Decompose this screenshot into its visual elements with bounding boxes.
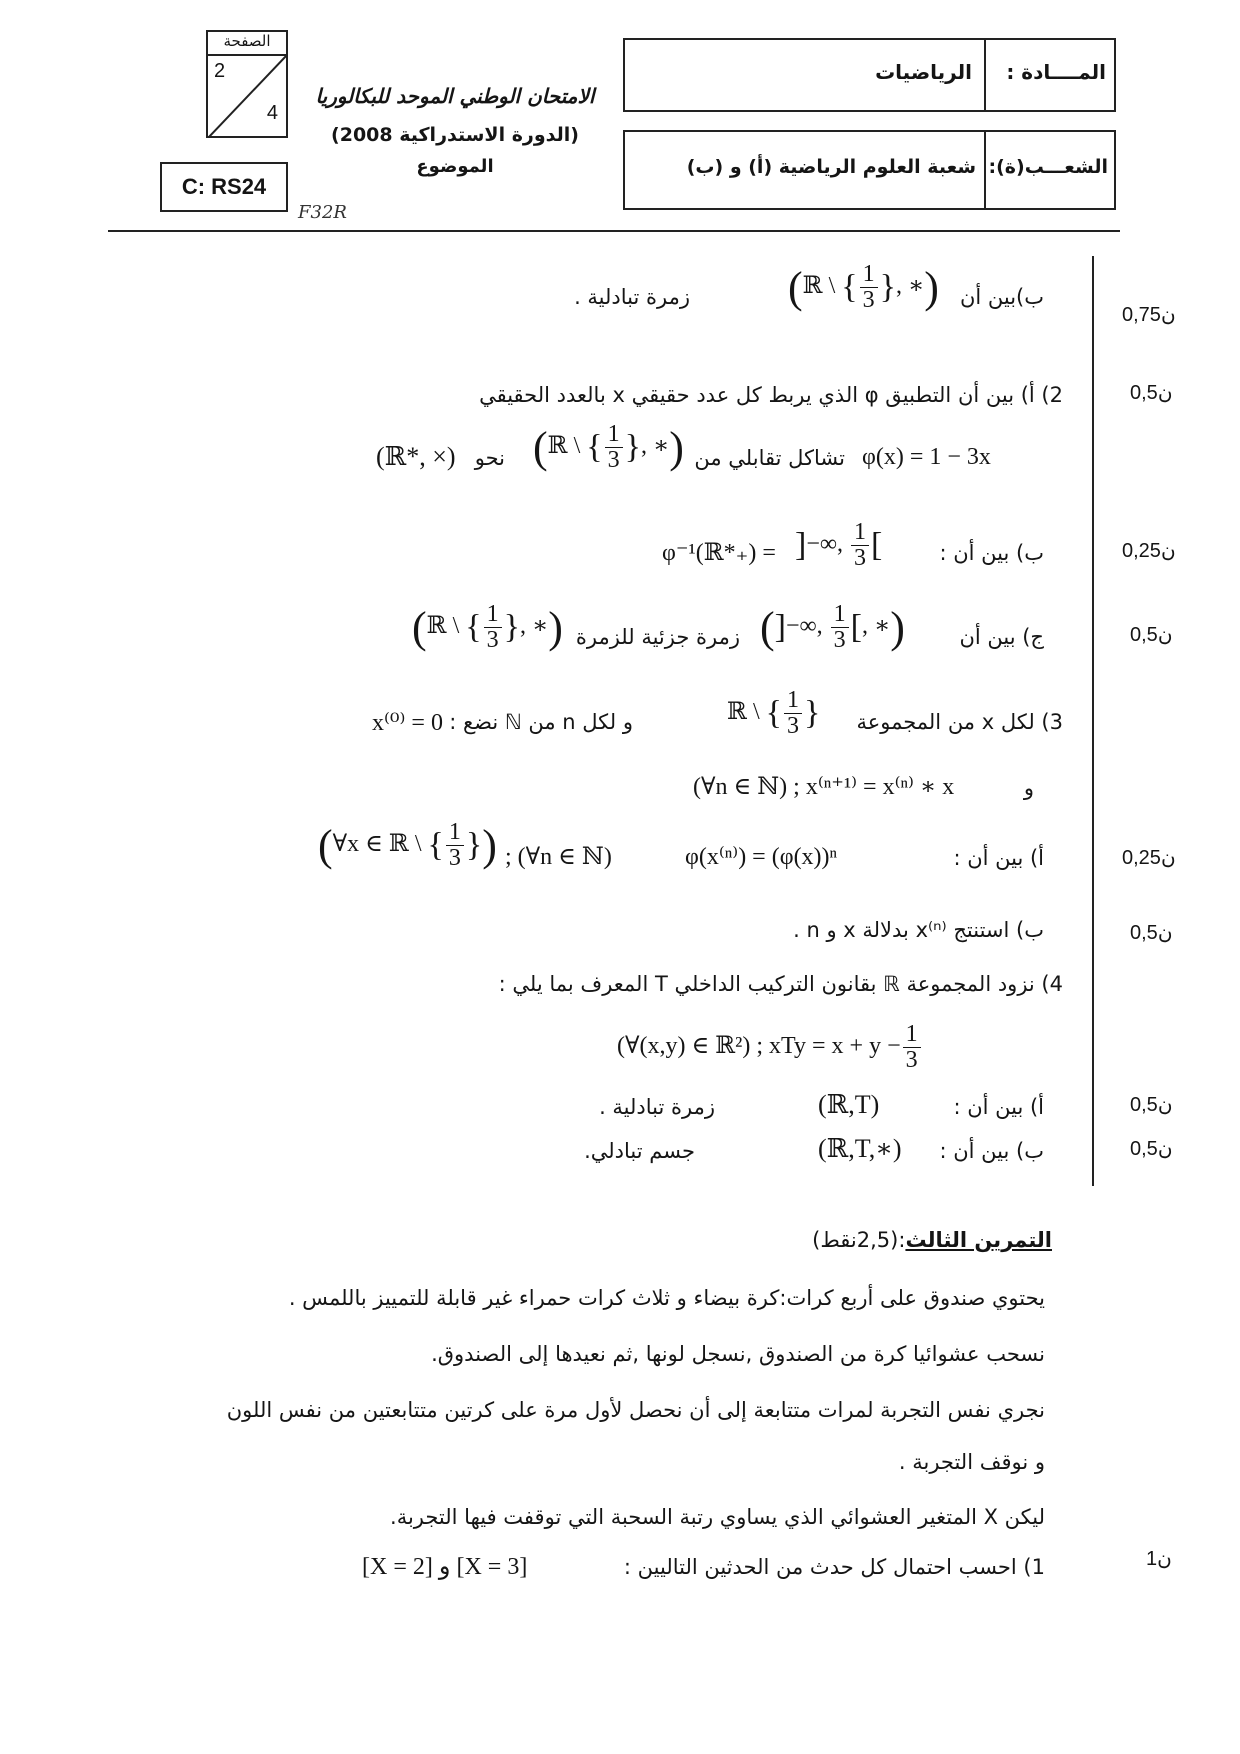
scribble: F32R [298, 202, 347, 223]
exam-title: الامتحان الوطني الموحد للبكالوريا [315, 84, 595, 108]
exercise3-paragraph: ليكن X المتغير العشوائي الذي يساوي رتبة السحبة التي توقفت فيها التجربة. [390, 1505, 1045, 1529]
q2b-interval: ]−∞, $\frac{1}{3}$ [ [795, 519, 883, 572]
q3b-text: ب) استنتج x⁽ⁿ⁾ بدلالة x و n . [793, 918, 1044, 942]
exam-code: C: RS24 [181, 174, 267, 199]
q2c-mid: زمرة جزئية للزمرة [575, 625, 740, 649]
q3-set: ℝ \ { $\frac{1}{3}$ } [727, 687, 821, 740]
exercise3-paragraph: نجري نفس التجربة لمرات متتابعة إلى أن نحصل لأول مرة على كرتين متتابعتين من نفس اللون [226, 1398, 1045, 1422]
q2c-label: ج) بين أن [959, 625, 1044, 649]
q4a-label: أ) بين أن : [953, 1095, 1044, 1119]
q2a-source: (ℝ \ { $\frac{1}{3}$ }, ∗) [533, 421, 684, 474]
q2c-group: (ℝ \ { $\frac{1}{3}$ }, ∗) [412, 601, 563, 654]
branch-value: شعبة العلوم الرياضية (أ) و (ب) [686, 156, 976, 178]
q2b-lhs: φ⁻¹(ℝ*₊) = [662, 540, 776, 566]
page-label: الصفحة [208, 32, 286, 56]
subject-label: المــــادة : [1006, 60, 1106, 84]
exercise3-paragraph: نسحب عشوائيا كرة من الصندوق ,نسجل لونها ,ثم نعيدها إلى الصندوق. [431, 1342, 1045, 1366]
exercise3-q1: 1) احسب احتمال كل حدث من الحدثين التاليين : [623, 1555, 1045, 1579]
q3a-quant-n: ; (∀n ∈ ℕ) [505, 844, 612, 870]
q3-and: و [1023, 776, 1034, 800]
q4-law-expr: (∀(x,y) ∈ ℝ²) ; xTy = x + y − [617, 1033, 901, 1060]
exercise3-points: :(2,5نقط) [812, 1228, 906, 1252]
subject-value: الرياضيات [875, 60, 972, 84]
q3a-label: أ) بين أن : [953, 846, 1044, 870]
score: 0,25ن [1122, 847, 1176, 869]
exercise3-paragraph: و نوقف التجربة . [898, 1450, 1045, 1474]
q3-label: 3) لكل x من المجموعة [856, 710, 1063, 734]
exercise3-paragraph: يحتوي صندوق على أربع كرات:كرة بيضاء و ثلاث كرات حمراء غير قابلة للتمييز باللمس . [288, 1286, 1045, 1310]
score: 0,5ن [1130, 624, 1173, 646]
q1b-structure: (ℝ \ { $\frac{1}{3}$ }, ∗) [788, 261, 939, 314]
q4b-label: ب) بين أن : [939, 1139, 1044, 1163]
q4b-end: جسم تبادلي. [584, 1139, 695, 1163]
q2c-subgroup: (]−∞, $\frac{1}{3}$ [, ∗) [760, 601, 905, 654]
q4b-structure: (ℝ,T,∗) [818, 1134, 902, 1163]
q3-mid: و لكل n من ℕ نضع : [449, 710, 633, 734]
exam-session: (الدورة الاستدراكية 2008) [331, 124, 579, 146]
q2a-to: نحو [474, 446, 505, 470]
exam-subject-type: الموضوع [416, 156, 494, 177]
subject-box [623, 38, 1116, 112]
q2a-line1: 2) أ) بين أن التطبيق φ الذي يربط كل عدد حقيقي x بالعدد الحقيقي [479, 383, 1063, 407]
score: 0,75ن [1122, 304, 1176, 326]
code-box [160, 162, 288, 212]
score: 1ن [1146, 1548, 1172, 1570]
q1b-label: ب)بين أن [959, 285, 1044, 309]
q2a-target: (ℝ*, ×) [376, 442, 456, 471]
score: 0,5ن [1130, 922, 1173, 944]
exercise3-q1-events: [X = 3] و [X = 2] [362, 1554, 528, 1580]
q3-init: x⁽⁰⁾ = 0 [372, 710, 443, 736]
q2b-label: ب) بين أن : [939, 541, 1044, 565]
q4a-structure: (ℝ,T) [818, 1090, 880, 1119]
score-divider [1092, 256, 1094, 1186]
score: 0,5ن [1130, 1094, 1173, 1116]
q1b-end: زمرة تبادلية . [574, 285, 690, 309]
header-rule [108, 230, 1120, 232]
q3-recurrence: (∀n ∈ ℕ) ; x⁽ⁿ⁺¹⁾ = x⁽ⁿ⁾ ∗ x [693, 774, 955, 800]
q4a-end: زمرة تبادلية . [599, 1095, 715, 1119]
score: 0,25ن [1122, 540, 1176, 562]
q4-text: 4) نزود المجموعة ℝ بقانون التركيب الداخلي T المعرف بما يلي : [498, 972, 1063, 996]
score: 0,5ن [1130, 382, 1173, 404]
q3a-formula: φ(x⁽ⁿ⁾) = (φ(x))ⁿ [685, 844, 838, 870]
q2a-iso: تشاكل تقابلي من [694, 446, 845, 470]
branch-box [623, 130, 1116, 210]
q4-law: (∀(x,y) ∈ ℝ²) ; xTy = x + y − $\frac{1}{3}$ [617, 1022, 923, 1073]
branch-label: الشعـــب(ة): [988, 156, 1108, 178]
exercise3-heading [812, 1228, 1052, 1252]
page-current: 2 [214, 60, 226, 82]
page-total: 4 [266, 102, 278, 124]
q2a-phi: φ(x) = 1 − 3x [862, 444, 991, 470]
page-number-box [206, 30, 288, 138]
exercise3-title: التمرين الثالث [905, 1228, 1052, 1252]
score: 0,5ن [1130, 1138, 1173, 1160]
q3a-quantifier: (∀x ∈ ℝ \ { $\frac{1}{3}$ }) [318, 819, 497, 872]
